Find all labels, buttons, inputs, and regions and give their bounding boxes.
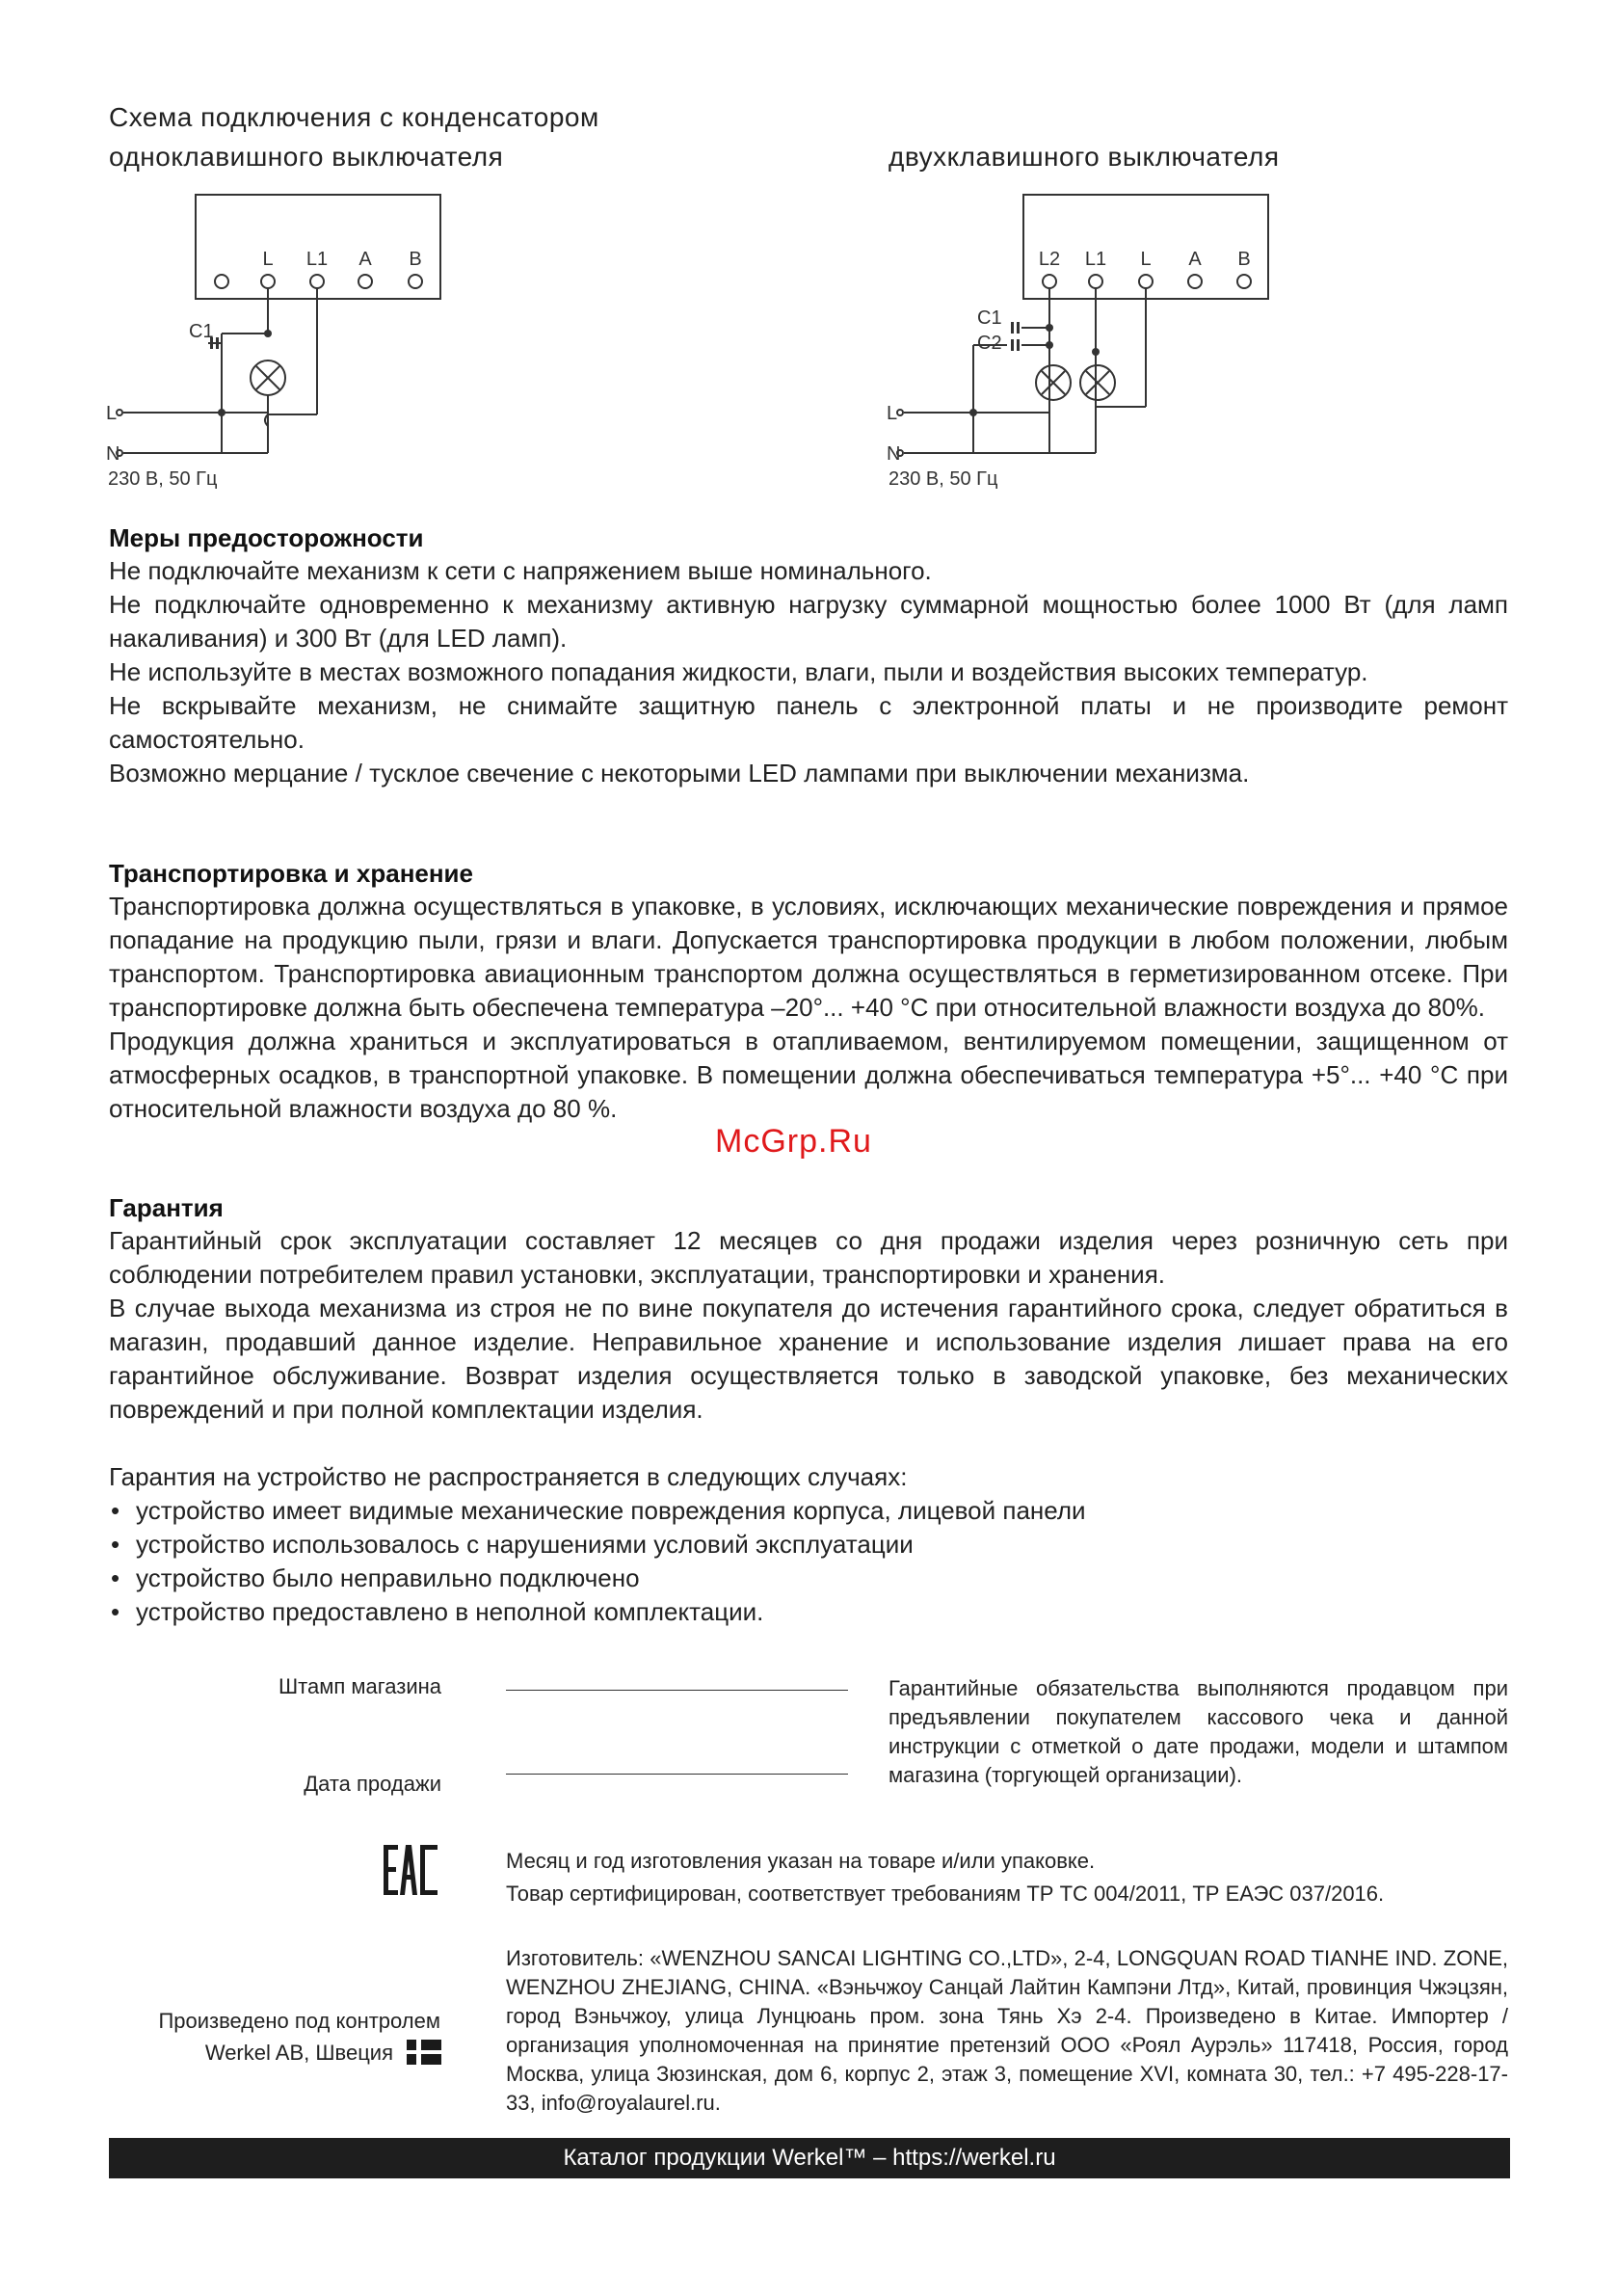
certification-note: Товар сертифицирован, соответствует требованиям ТР ТС 004/2011, ТР ЕАЭС 037/2016. bbox=[506, 1882, 1385, 1906]
footer-catalog-link[interactable]: Каталог продукции Werkel™ – https://werkel.ru bbox=[563, 2145, 1056, 2171]
terminal-label-1: L1 bbox=[1084, 249, 1107, 270]
terminal-label-0: L2 bbox=[1038, 249, 1061, 270]
terminal-b bbox=[1237, 275, 1251, 288]
warranty-paragraph-2: В случае выхода механизма из строя не по вине покупателя до истечения гарантийного срока, следует обратиться в магазин, продавший данное изделие. Неправильное хранение и использование изделия лишает права на его гарантийное обслуживание. Возврат изделия осуществляется только в заводской упаковке, без механических повреждений и при полной комплектации изделия. bbox=[109, 1294, 1508, 1424]
transport-paragraph-1: Транспортировка должна осуществляться в упаковке, в условиях, исключающих механические повреждения и прямое попадание на продукцию пыли, грязи и влаги. Допускается транспортировка продукции в любом положении, любым транспортом. Транспортировка авиационным транспортом должна осуществляться в герметизированном отсеке. При транспортировке должна быть обеспечена температура –20°... +40 °С при относительной влажности воздуха до 80%. bbox=[109, 892, 1508, 1022]
exclusions-intro: Гарантия на устройство не распространяется в следующих случаях: bbox=[109, 1462, 908, 1491]
terminal-label-3: A bbox=[1188, 249, 1202, 270]
list-item: • устройство предоставлено в неполной комплектации. bbox=[109, 1595, 1508, 1629]
terminal-l bbox=[261, 275, 275, 288]
terminal-label-1: L bbox=[262, 249, 274, 270]
control-line-2: Werkel AB, Швеция bbox=[204, 2041, 393, 2065]
terminal-b bbox=[409, 275, 422, 288]
schema-title: Схема подключения с конденсатором bbox=[109, 102, 599, 132]
terminal-a bbox=[1188, 275, 1202, 288]
terminal-label-2: L1 bbox=[305, 249, 329, 270]
terminal-l1 bbox=[1089, 275, 1102, 288]
list-item: • устройство было неправильно подключено bbox=[109, 1562, 1508, 1595]
line-n-label: N bbox=[106, 443, 120, 465]
eac-mark-icon bbox=[382, 1843, 441, 1897]
double-switch-diagram bbox=[877, 183, 1282, 501]
precaution-5: Возможно мерцание / тусклое свечение с некоторыми LED лампами при выключении механизма. bbox=[109, 759, 1250, 788]
line-n-label: N bbox=[887, 443, 901, 465]
terminal-label-4: B bbox=[1237, 249, 1251, 270]
watermark: McGrp.Ru bbox=[715, 1123, 872, 1160]
switch-box bbox=[1023, 195, 1268, 299]
warranty-heading: Гарантия bbox=[109, 1193, 224, 1222]
control-line-1: Произведено под контролем bbox=[158, 2009, 440, 2033]
supply-label: 230 В, 50 Гц bbox=[108, 468, 218, 490]
list-item: • устройство имеет видимые механические повреждения корпуса, лицевой панели bbox=[109, 1494, 1508, 1528]
precautions-heading: Меры предосторожности bbox=[109, 523, 424, 552]
terminal-l1 bbox=[310, 275, 324, 288]
terminal-l2 bbox=[1043, 275, 1056, 288]
precaution-3: Не используйте в местах возможного попадания жидкости, влаги, пыли и воздействия высоких температур. bbox=[109, 657, 1368, 686]
transport-heading: Транспортировка и хранение bbox=[109, 859, 474, 888]
shop-stamp-label: Штамп магазина bbox=[278, 1674, 441, 1698]
obligations-text: Гарантийные обязательства выполняются продавцом при предъявлении покупателем кассового чека и данной инструкции с отметкой о дате продажи, модели и штампом магазина (торгующей организации). bbox=[889, 1676, 1508, 1787]
warranty-section bbox=[109, 1191, 1508, 1427]
manufacturer-text: Изготовитель: «WENZHOU SANCAI LIGHTING CO.,LTD», 2-4, LONGQUAN ROAD TIANHE IND. ZONE, WENZHOU ZHEJIANG, CHINA. «Вэньчжоу Санцай Лайтин Кампэни Лтд», Китай, провинция Чжэцзян, город Вэньчжоу, улица Лунцюань пром. зона Тянь Хэ 2-4. Произведено в Китае. Импортер / организация уполномоченная на принятие претензий ООО «Роял Аурэль» 117418, Россия, город Москва, улица Зюзинская, дом 6, корпус 2, этаж 3, помещение XVI, комната 30, тел.: +7 495-228-17-33, info@royalaurel.ru. bbox=[506, 1946, 1508, 2115]
terminal-blank bbox=[215, 275, 228, 288]
warranty-exclusions bbox=[109, 1460, 1508, 1629]
schema-double-label: двухклавишного выключателя bbox=[889, 142, 1280, 172]
transport-section bbox=[109, 857, 1508, 1126]
precaution-2: Не подключайте одновременно к механизму активную нагрузку суммарной мощностью более 1000 Вт (для ламп накаливания) и 300 Вт (для LED ламп). bbox=[109, 590, 1508, 653]
schema-single-label: одноклавишного выключателя bbox=[109, 142, 504, 172]
capacitor-label: C1 bbox=[189, 321, 214, 342]
capacitor-1-label: C1 bbox=[977, 307, 1002, 329]
footer-catalog-bar bbox=[109, 2138, 1510, 2178]
warranty-paragraph-1: Гарантийный срок эксплуатации составляет 12 месяцев со дня продажи изделия через розничную сеть при соблюдении потребителем правил установки, эксплуатации, транспортировки и хранения. bbox=[109, 1226, 1508, 1289]
terminal-a bbox=[358, 275, 372, 288]
production-date-note: Месяц и год изготовления указан на товаре и/или упаковке. bbox=[506, 1849, 1096, 1873]
precautions-section bbox=[109, 521, 1508, 790]
line-l-label: L bbox=[106, 403, 118, 424]
precaution-1: Не подключайте механизм к сети с напряжением выше номинального. bbox=[109, 556, 932, 585]
capacitor-2-label: C2 bbox=[977, 333, 1002, 354]
sale-date-line bbox=[506, 1774, 848, 1775]
single-switch-diagram bbox=[96, 183, 501, 501]
list-item: • устройство использовалось с нарушениями условий эксплуатации bbox=[109, 1528, 1508, 1562]
terminal-label-3: A bbox=[358, 249, 372, 270]
sweden-flag-icon bbox=[407, 2040, 441, 2065]
shop-stamp-line bbox=[506, 1690, 848, 1691]
transport-paragraph-2: Продукция должна храниться и эксплуатироваться в отапливаемом, вентилируемом помещении, защищенном от атмосферных осадков, в транспортной упаковке. В помещении должна обеспечиваться температура +5°... +40 °С при относительной влажности воздуха до 80 %. bbox=[109, 1027, 1508, 1123]
precaution-4: Не вскрывайте механизм, не снимайте защитную панель с электронной платы и не производите ремонт самостоятельно. bbox=[109, 691, 1508, 754]
sale-date-label: Дата продажи bbox=[304, 1772, 441, 1796]
terminal-l bbox=[1139, 275, 1153, 288]
terminal-label-4: B bbox=[409, 249, 422, 270]
exclusions-list bbox=[109, 1494, 1508, 1629]
switch-box bbox=[196, 195, 440, 299]
terminal-label-2: L bbox=[1140, 249, 1152, 270]
line-l-label: L bbox=[887, 403, 898, 424]
supply-label: 230 В, 50 Гц bbox=[889, 468, 998, 490]
